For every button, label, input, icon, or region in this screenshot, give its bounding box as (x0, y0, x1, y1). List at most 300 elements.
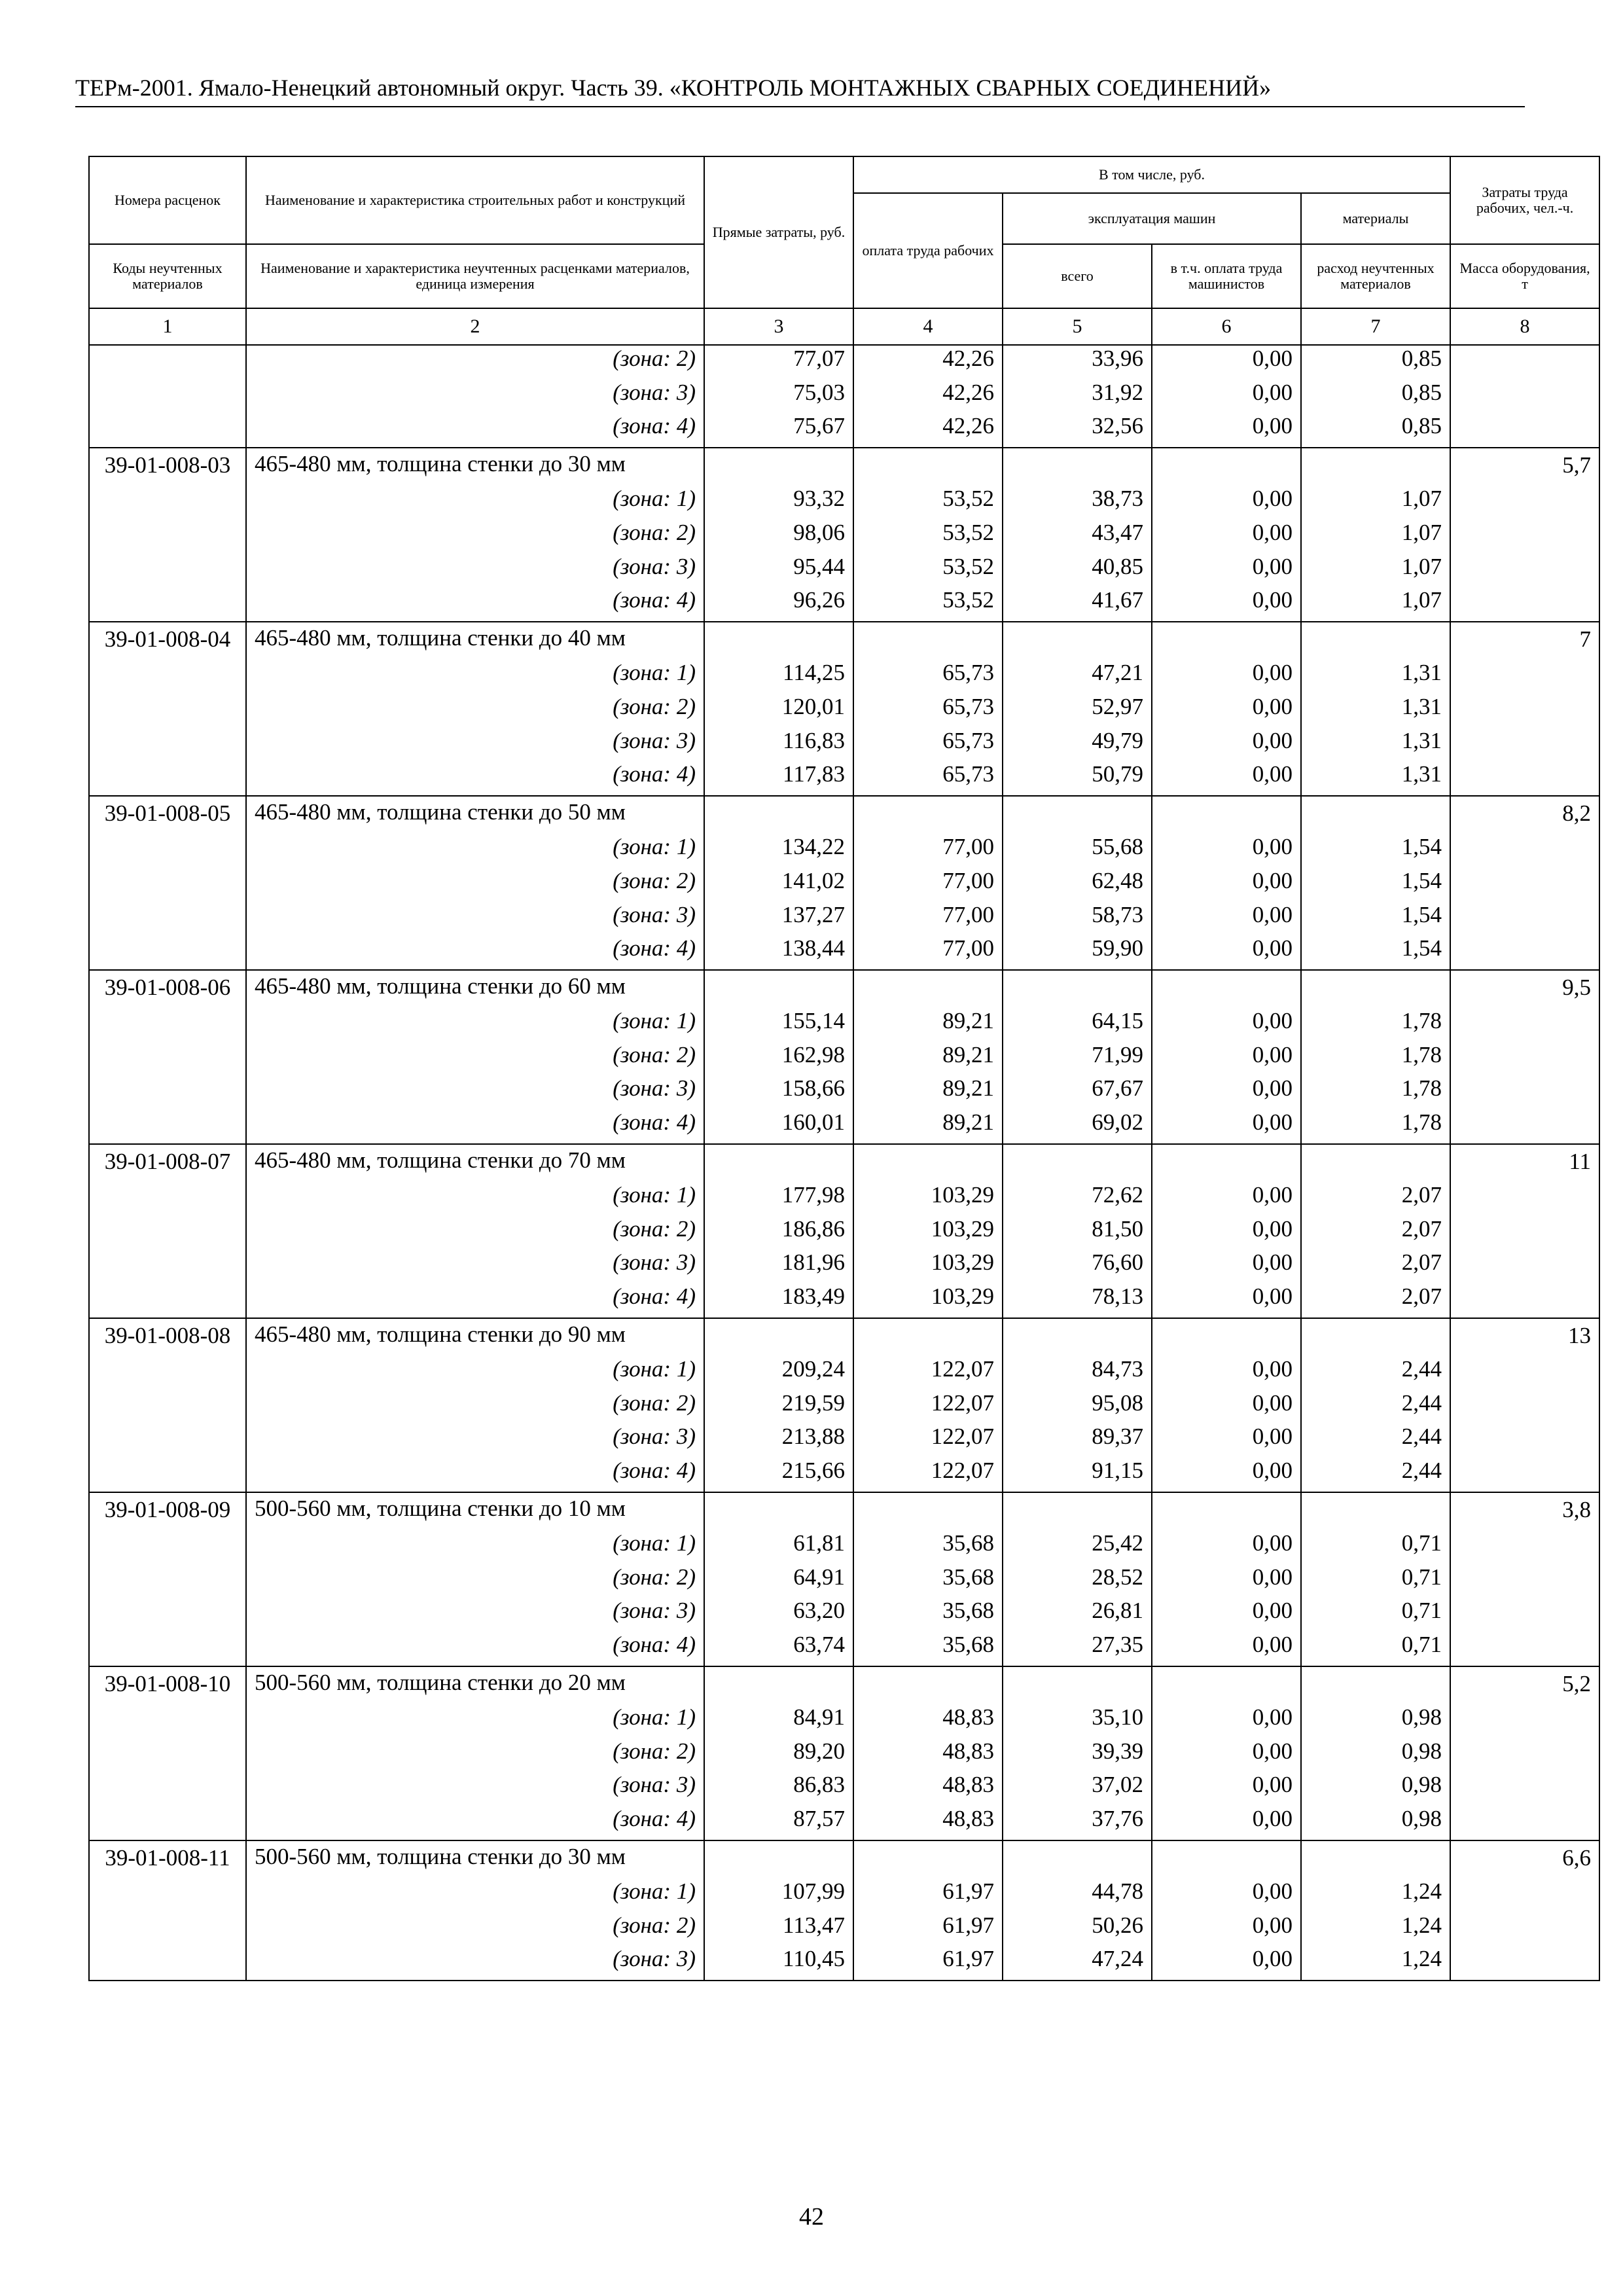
machines-total: 32,56 (1003, 413, 1152, 448)
rate-code: 39-01-008-09 (89, 1492, 246, 1531)
empty-cell (1450, 520, 1599, 554)
empty-cell (1301, 448, 1450, 486)
direct-costs: 75,67 (704, 413, 853, 448)
worker-wages: 77,00 (853, 834, 1003, 868)
operator-wages: 0,00 (1152, 728, 1301, 762)
column-number: 2 (246, 308, 704, 345)
direct-costs: 110,45 (704, 1946, 853, 1981)
column-number: 1 (89, 308, 246, 345)
zone-label: (зона: 3) (246, 554, 704, 588)
zone-row (89, 1109, 1599, 1144)
empty-cell (89, 660, 246, 694)
worker-wages: 35,68 (853, 1530, 1003, 1564)
materials-cost: 1,78 (1301, 1042, 1450, 1076)
empty-cell (89, 1356, 246, 1390)
zone-label: (зона: 3) (246, 1598, 704, 1632)
empty-cell (89, 1042, 246, 1076)
empty-cell (1450, 1424, 1599, 1458)
empty-cell (89, 1806, 246, 1840)
operator-wages: 0,00 (1152, 1008, 1301, 1042)
machines-total: 76,60 (1003, 1249, 1152, 1283)
labor-costs: 8,2 (1450, 796, 1599, 834)
empty-cell (1152, 796, 1301, 834)
operator-wages: 0,00 (1152, 1704, 1301, 1738)
zone-row (89, 1946, 1599, 1981)
materials-cost: 2,44 (1301, 1356, 1450, 1390)
zone-label: (зона: 3) (246, 1946, 704, 1981)
empty-cell (89, 1738, 246, 1772)
materials-cost: 0,71 (1301, 1530, 1450, 1564)
zone-label: (зона: 4) (246, 587, 704, 622)
direct-costs: 87,57 (704, 1806, 853, 1840)
empty-cell (1450, 1946, 1599, 1981)
direct-costs: 114,25 (704, 660, 853, 694)
empty-cell (1450, 902, 1599, 936)
empty-cell (1152, 448, 1301, 486)
empty-cell (1450, 1109, 1599, 1144)
rate-item-row (89, 448, 1599, 486)
zone-label: (зона: 1) (246, 1008, 704, 1042)
empty-cell (1003, 448, 1152, 486)
direct-costs: 61,81 (704, 1530, 853, 1564)
empty-cell (1152, 1492, 1301, 1531)
empty-cell (1003, 1840, 1152, 1879)
machines-total: 26,81 (1003, 1598, 1152, 1632)
zone-row (89, 1738, 1599, 1772)
operator-wages: 0,00 (1152, 587, 1301, 622)
worker-wages: 65,73 (853, 728, 1003, 762)
work-description: 465-480 мм, толщина стенки до 30 мм (246, 448, 704, 486)
zone-label: (зона: 4) (246, 935, 704, 970)
empty-cell (89, 1216, 246, 1250)
empty-cell (89, 1598, 246, 1632)
worker-wages: 122,07 (853, 1390, 1003, 1424)
empty-cell (1450, 1912, 1599, 1946)
direct-costs: 155,14 (704, 1008, 853, 1042)
empty-cell (704, 1318, 853, 1357)
zone-label: (зона: 4) (246, 761, 704, 796)
direct-costs: 75,03 (704, 380, 853, 414)
zone-row (89, 587, 1599, 622)
machines-total: 43,47 (1003, 520, 1152, 554)
operator-wages: 0,00 (1152, 1182, 1301, 1216)
zone-label: (зона: 3) (246, 1424, 704, 1458)
materials-cost: 0,85 (1301, 413, 1450, 448)
zone-row (89, 834, 1599, 868)
machines-total: 89,37 (1003, 1424, 1152, 1458)
operator-wages: 0,00 (1152, 486, 1301, 520)
empty-cell (853, 1666, 1003, 1705)
zone-row (89, 554, 1599, 588)
worker-wages: 35,68 (853, 1632, 1003, 1666)
zone-label: (зона: 2) (246, 868, 704, 902)
rates-table (88, 156, 1600, 1981)
worker-wages: 61,97 (853, 1946, 1003, 1981)
work-description: 465-480 мм, толщина стенки до 70 мм (246, 1144, 704, 1183)
worker-wages: 53,52 (853, 554, 1003, 588)
operator-wages: 0,00 (1152, 834, 1301, 868)
zone-row (89, 1424, 1599, 1458)
empty-cell (704, 448, 853, 486)
empty-cell (89, 935, 246, 970)
rate-item-row (89, 1318, 1599, 1357)
materials-cost: 1,78 (1301, 1109, 1450, 1144)
machines-total: 91,15 (1003, 1458, 1152, 1492)
operator-wages: 0,00 (1152, 345, 1301, 380)
rate-code: 39-01-008-11 (89, 1840, 246, 1879)
zone-label: (зона: 3) (246, 902, 704, 936)
direct-costs: 162,98 (704, 1042, 853, 1076)
materials-cost: 1,24 (1301, 1912, 1450, 1946)
zone-label: (зона: 2) (246, 520, 704, 554)
materials-cost: 1,31 (1301, 660, 1450, 694)
machines-total: 67,67 (1003, 1075, 1152, 1109)
worker-wages: 103,29 (853, 1216, 1003, 1250)
machines-total: 58,73 (1003, 902, 1152, 936)
operator-wages: 0,00 (1152, 1283, 1301, 1318)
header-rule (75, 106, 1525, 107)
empty-cell (89, 868, 246, 902)
zone-label: (зона: 3) (246, 1075, 704, 1109)
zone-label: (зона: 4) (246, 413, 704, 448)
materials-cost: 2,07 (1301, 1283, 1450, 1318)
work-description: 465-480 мм, толщина стенки до 90 мм (246, 1318, 704, 1357)
materials-cost: 2,07 (1301, 1216, 1450, 1250)
work-description: 465-480 мм, толщина стенки до 50 мм (246, 796, 704, 834)
empty-cell (1450, 1283, 1599, 1318)
header-material-codes: Коды неучтенных материалов (89, 244, 246, 308)
direct-costs: 215,66 (704, 1458, 853, 1492)
worker-wages: 89,21 (853, 1042, 1003, 1076)
labor-costs: 3,8 (1450, 1492, 1599, 1531)
zone-row (89, 1182, 1599, 1216)
empty-cell (704, 796, 853, 834)
zone-label: (зона: 3) (246, 380, 704, 414)
machines-total: 41,67 (1003, 587, 1152, 622)
materials-cost: 0,98 (1301, 1738, 1450, 1772)
materials-cost: 2,44 (1301, 1424, 1450, 1458)
empty-cell (89, 587, 246, 622)
operator-wages: 0,00 (1152, 1249, 1301, 1283)
header-direct-costs: Прямые затраты, руб. (704, 156, 853, 308)
empty-cell (853, 1840, 1003, 1879)
empty-cell (853, 448, 1003, 486)
empty-cell (1450, 1216, 1599, 1250)
empty-cell (1003, 796, 1152, 834)
header-machine-operation: эксплуатация машин (1003, 193, 1301, 244)
direct-costs: 64,91 (704, 1564, 853, 1598)
labor-costs: 5,2 (1450, 1666, 1599, 1705)
rate-code: 39-01-008-07 (89, 1144, 246, 1183)
empty-cell (1301, 1144, 1450, 1183)
zone-row (89, 1008, 1599, 1042)
zone-label: (зона: 2) (246, 1912, 704, 1946)
worker-wages: 48,83 (853, 1704, 1003, 1738)
materials-cost: 0,98 (1301, 1704, 1450, 1738)
direct-costs: 95,44 (704, 554, 853, 588)
machines-total: 72,62 (1003, 1182, 1152, 1216)
empty-cell (89, 554, 246, 588)
empty-cell (89, 1249, 246, 1283)
materials-cost: 2,07 (1301, 1182, 1450, 1216)
empty-cell (1450, 1632, 1599, 1666)
direct-costs: 96,26 (704, 587, 853, 622)
empty-cell (1152, 622, 1301, 660)
operator-wages: 0,00 (1152, 1042, 1301, 1076)
empty-cell (704, 1840, 853, 1879)
work-description: 465-480 мм, толщина стенки до 60 мм (246, 970, 704, 1009)
machines-total: 38,73 (1003, 486, 1152, 520)
rate-item-row (89, 622, 1599, 660)
materials-cost: 0,98 (1301, 1772, 1450, 1806)
rate-code: 39-01-008-04 (89, 622, 246, 660)
operator-wages: 0,00 (1152, 1564, 1301, 1598)
operator-wages: 0,00 (1152, 1458, 1301, 1492)
machines-total: 64,15 (1003, 1008, 1152, 1042)
empty-cell (1003, 1666, 1152, 1705)
zone-row (89, 935, 1599, 970)
empty-cell (704, 1144, 853, 1183)
machines-total: 47,24 (1003, 1946, 1152, 1981)
materials-cost: 1,78 (1301, 1008, 1450, 1042)
header-materials: материалы (1301, 193, 1450, 244)
empty-cell (1450, 1738, 1599, 1772)
header-material-names: Наименование и характеристика неучтенных расценками материалов, единица измерения (246, 244, 704, 308)
column-number: 3 (704, 308, 853, 345)
empty-cell (1450, 345, 1599, 380)
zone-label: (зона: 2) (246, 1738, 704, 1772)
zone-label: (зона: 2) (246, 1390, 704, 1424)
empty-cell (853, 1492, 1003, 1531)
empty-cell (853, 970, 1003, 1009)
empty-cell (1450, 554, 1599, 588)
rate-item-row (89, 1492, 1599, 1531)
header-work-name: Наименование и характеристика строительных работ и конструкций (246, 156, 704, 244)
direct-costs: 137,27 (704, 902, 853, 936)
worker-wages: 42,26 (853, 413, 1003, 448)
empty-cell (1450, 1008, 1599, 1042)
machines-total: 62,48 (1003, 868, 1152, 902)
empty-cell (1450, 486, 1599, 520)
empty-cell (1450, 1772, 1599, 1806)
machines-total: 28,52 (1003, 1564, 1152, 1598)
empty-cell (1450, 1564, 1599, 1598)
zone-row (89, 1249, 1599, 1283)
materials-cost: 2,44 (1301, 1458, 1450, 1492)
materials-cost: 1,78 (1301, 1075, 1450, 1109)
rate-code: 39-01-008-05 (89, 796, 246, 834)
zone-label: (зона: 4) (246, 1458, 704, 1492)
empty-cell (1450, 1075, 1599, 1109)
empty-cell (1003, 622, 1152, 660)
zone-label: (зона: 1) (246, 1878, 704, 1912)
zone-row (89, 413, 1599, 448)
worker-wages: 42,26 (853, 380, 1003, 414)
direct-costs: 77,07 (704, 345, 853, 380)
empty-cell (1450, 1878, 1599, 1912)
worker-wages: 61,97 (853, 1878, 1003, 1912)
operator-wages: 0,00 (1152, 554, 1301, 588)
materials-cost: 1,31 (1301, 761, 1450, 796)
column-number: 7 (1301, 308, 1450, 345)
zone-row (89, 728, 1599, 762)
machines-total: 40,85 (1003, 554, 1152, 588)
direct-costs: 117,83 (704, 761, 853, 796)
machines-total: 71,99 (1003, 1042, 1152, 1076)
rate-code: 39-01-008-08 (89, 1318, 246, 1357)
empty-cell (89, 486, 246, 520)
page-number: 42 (799, 2203, 824, 2231)
empty-cell (89, 413, 246, 448)
rate-code: 39-01-008-10 (89, 1666, 246, 1705)
empty-cell (1301, 1492, 1450, 1531)
zone-label: (зона: 4) (246, 1283, 704, 1318)
empty-cell (1450, 1182, 1599, 1216)
table-header (89, 156, 1599, 345)
zone-row (89, 486, 1599, 520)
zone-label: (зона: 3) (246, 1249, 704, 1283)
zone-label: (зона: 4) (246, 1109, 704, 1144)
empty-cell (1450, 1458, 1599, 1492)
operator-wages: 0,00 (1152, 1878, 1301, 1912)
machines-total: 95,08 (1003, 1390, 1152, 1424)
direct-costs: 63,74 (704, 1632, 853, 1666)
materials-cost: 1,07 (1301, 554, 1450, 588)
zone-row (89, 1042, 1599, 1076)
operator-wages: 0,00 (1152, 1424, 1301, 1458)
empty-cell (1003, 1318, 1152, 1357)
empty-cell (1450, 1598, 1599, 1632)
direct-costs: 120,01 (704, 694, 853, 728)
header-machines-total: всего (1003, 244, 1152, 308)
operator-wages: 0,00 (1152, 660, 1301, 694)
worker-wages: 35,68 (853, 1564, 1003, 1598)
empty-cell (89, 834, 246, 868)
direct-costs: 107,99 (704, 1878, 853, 1912)
work-description: 465-480 мм, толщина стенки до 40 мм (246, 622, 704, 660)
materials-cost: 2,07 (1301, 1249, 1450, 1283)
materials-cost: 1,24 (1301, 1878, 1450, 1912)
worker-wages: 122,07 (853, 1356, 1003, 1390)
empty-cell (89, 1424, 246, 1458)
zone-label: (зона: 2) (246, 345, 704, 380)
empty-cell (1152, 1318, 1301, 1357)
rate-item-row (89, 970, 1599, 1009)
empty-cell (89, 1912, 246, 1946)
labor-costs: 13 (1450, 1318, 1599, 1357)
empty-cell (89, 1075, 246, 1109)
empty-cell (1450, 728, 1599, 762)
operator-wages: 0,00 (1152, 935, 1301, 970)
zone-row (89, 1216, 1599, 1250)
zone-label: (зона: 4) (246, 1806, 704, 1840)
empty-cell (1301, 622, 1450, 660)
rate-item-row (89, 796, 1599, 834)
direct-costs: 63,20 (704, 1598, 853, 1632)
worker-wages: 77,00 (853, 935, 1003, 970)
header-material-consumption: расход неучтенных материалов (1301, 244, 1450, 308)
empty-cell (1301, 1666, 1450, 1705)
empty-cell (1301, 796, 1450, 834)
worker-wages: 48,83 (853, 1806, 1003, 1840)
materials-cost: 2,44 (1301, 1390, 1450, 1424)
table-body (89, 345, 1599, 1981)
empty-cell (1450, 1806, 1599, 1840)
operator-wages: 0,00 (1152, 380, 1301, 414)
zone-row (89, 660, 1599, 694)
direct-costs: 181,96 (704, 1249, 853, 1283)
direct-costs: 141,02 (704, 868, 853, 902)
worker-wages: 53,52 (853, 587, 1003, 622)
materials-cost: 1,07 (1301, 486, 1450, 520)
empty-cell (1152, 1666, 1301, 1705)
empty-cell (89, 1564, 246, 1598)
empty-cell (1450, 413, 1599, 448)
zone-label: (зона: 3) (246, 1772, 704, 1806)
labor-costs: 11 (1450, 1144, 1599, 1183)
materials-cost: 1,31 (1301, 728, 1450, 762)
empty-cell (853, 622, 1003, 660)
machines-total: 33,96 (1003, 345, 1152, 380)
zone-row (89, 868, 1599, 902)
empty-cell (1450, 1530, 1599, 1564)
empty-cell (1152, 970, 1301, 1009)
worker-wages: 65,73 (853, 761, 1003, 796)
zone-row (89, 1283, 1599, 1318)
rate-code: 39-01-008-03 (89, 448, 246, 486)
zone-row (89, 1912, 1599, 1946)
header-including: В том числе, руб. (853, 156, 1450, 193)
empty-cell (1450, 1042, 1599, 1076)
operator-wages: 0,00 (1152, 761, 1301, 796)
empty-cell (1003, 1144, 1152, 1183)
empty-cell (704, 970, 853, 1009)
operator-wages: 0,00 (1152, 1806, 1301, 1840)
column-number: 6 (1152, 308, 1301, 345)
operator-wages: 0,00 (1152, 1912, 1301, 1946)
direct-costs: 116,83 (704, 728, 853, 762)
zone-row (89, 1564, 1599, 1598)
worker-wages: 103,29 (853, 1283, 1003, 1318)
machines-total: 59,90 (1003, 935, 1152, 970)
direct-costs: 160,01 (704, 1109, 853, 1144)
operator-wages: 0,00 (1152, 1356, 1301, 1390)
empty-cell (89, 1772, 246, 1806)
rate-item-row (89, 1840, 1599, 1879)
materials-cost: 0,98 (1301, 1806, 1450, 1840)
page-header: ТЕРм-2001. Ямало-Ненецкий автономный округ. Часть 39. «КОНТРОЛЬ МОНТАЖНЫХ СВАРНЫХ СОЕДИНЕНИЙ» (75, 75, 1272, 101)
materials-cost: 0,85 (1301, 380, 1450, 414)
materials-cost: 0,85 (1301, 345, 1450, 380)
empty-cell (89, 1878, 246, 1912)
materials-cost: 1,24 (1301, 1946, 1450, 1981)
materials-cost: 0,71 (1301, 1632, 1450, 1666)
zone-label: (зона: 1) (246, 1182, 704, 1216)
worker-wages: 48,83 (853, 1738, 1003, 1772)
empty-cell (704, 622, 853, 660)
operator-wages: 0,00 (1152, 520, 1301, 554)
zone-row (89, 694, 1599, 728)
materials-cost: 1,31 (1301, 694, 1450, 728)
empty-cell (89, 1283, 246, 1318)
operator-wages: 0,00 (1152, 1075, 1301, 1109)
header-equipment-mass: Масса оборудования, т (1450, 244, 1599, 308)
worker-wages: 103,29 (853, 1249, 1003, 1283)
empty-cell (1450, 1704, 1599, 1738)
empty-cell (1450, 1356, 1599, 1390)
rates-table-container (88, 156, 1592, 1981)
operator-wages: 0,00 (1152, 413, 1301, 448)
